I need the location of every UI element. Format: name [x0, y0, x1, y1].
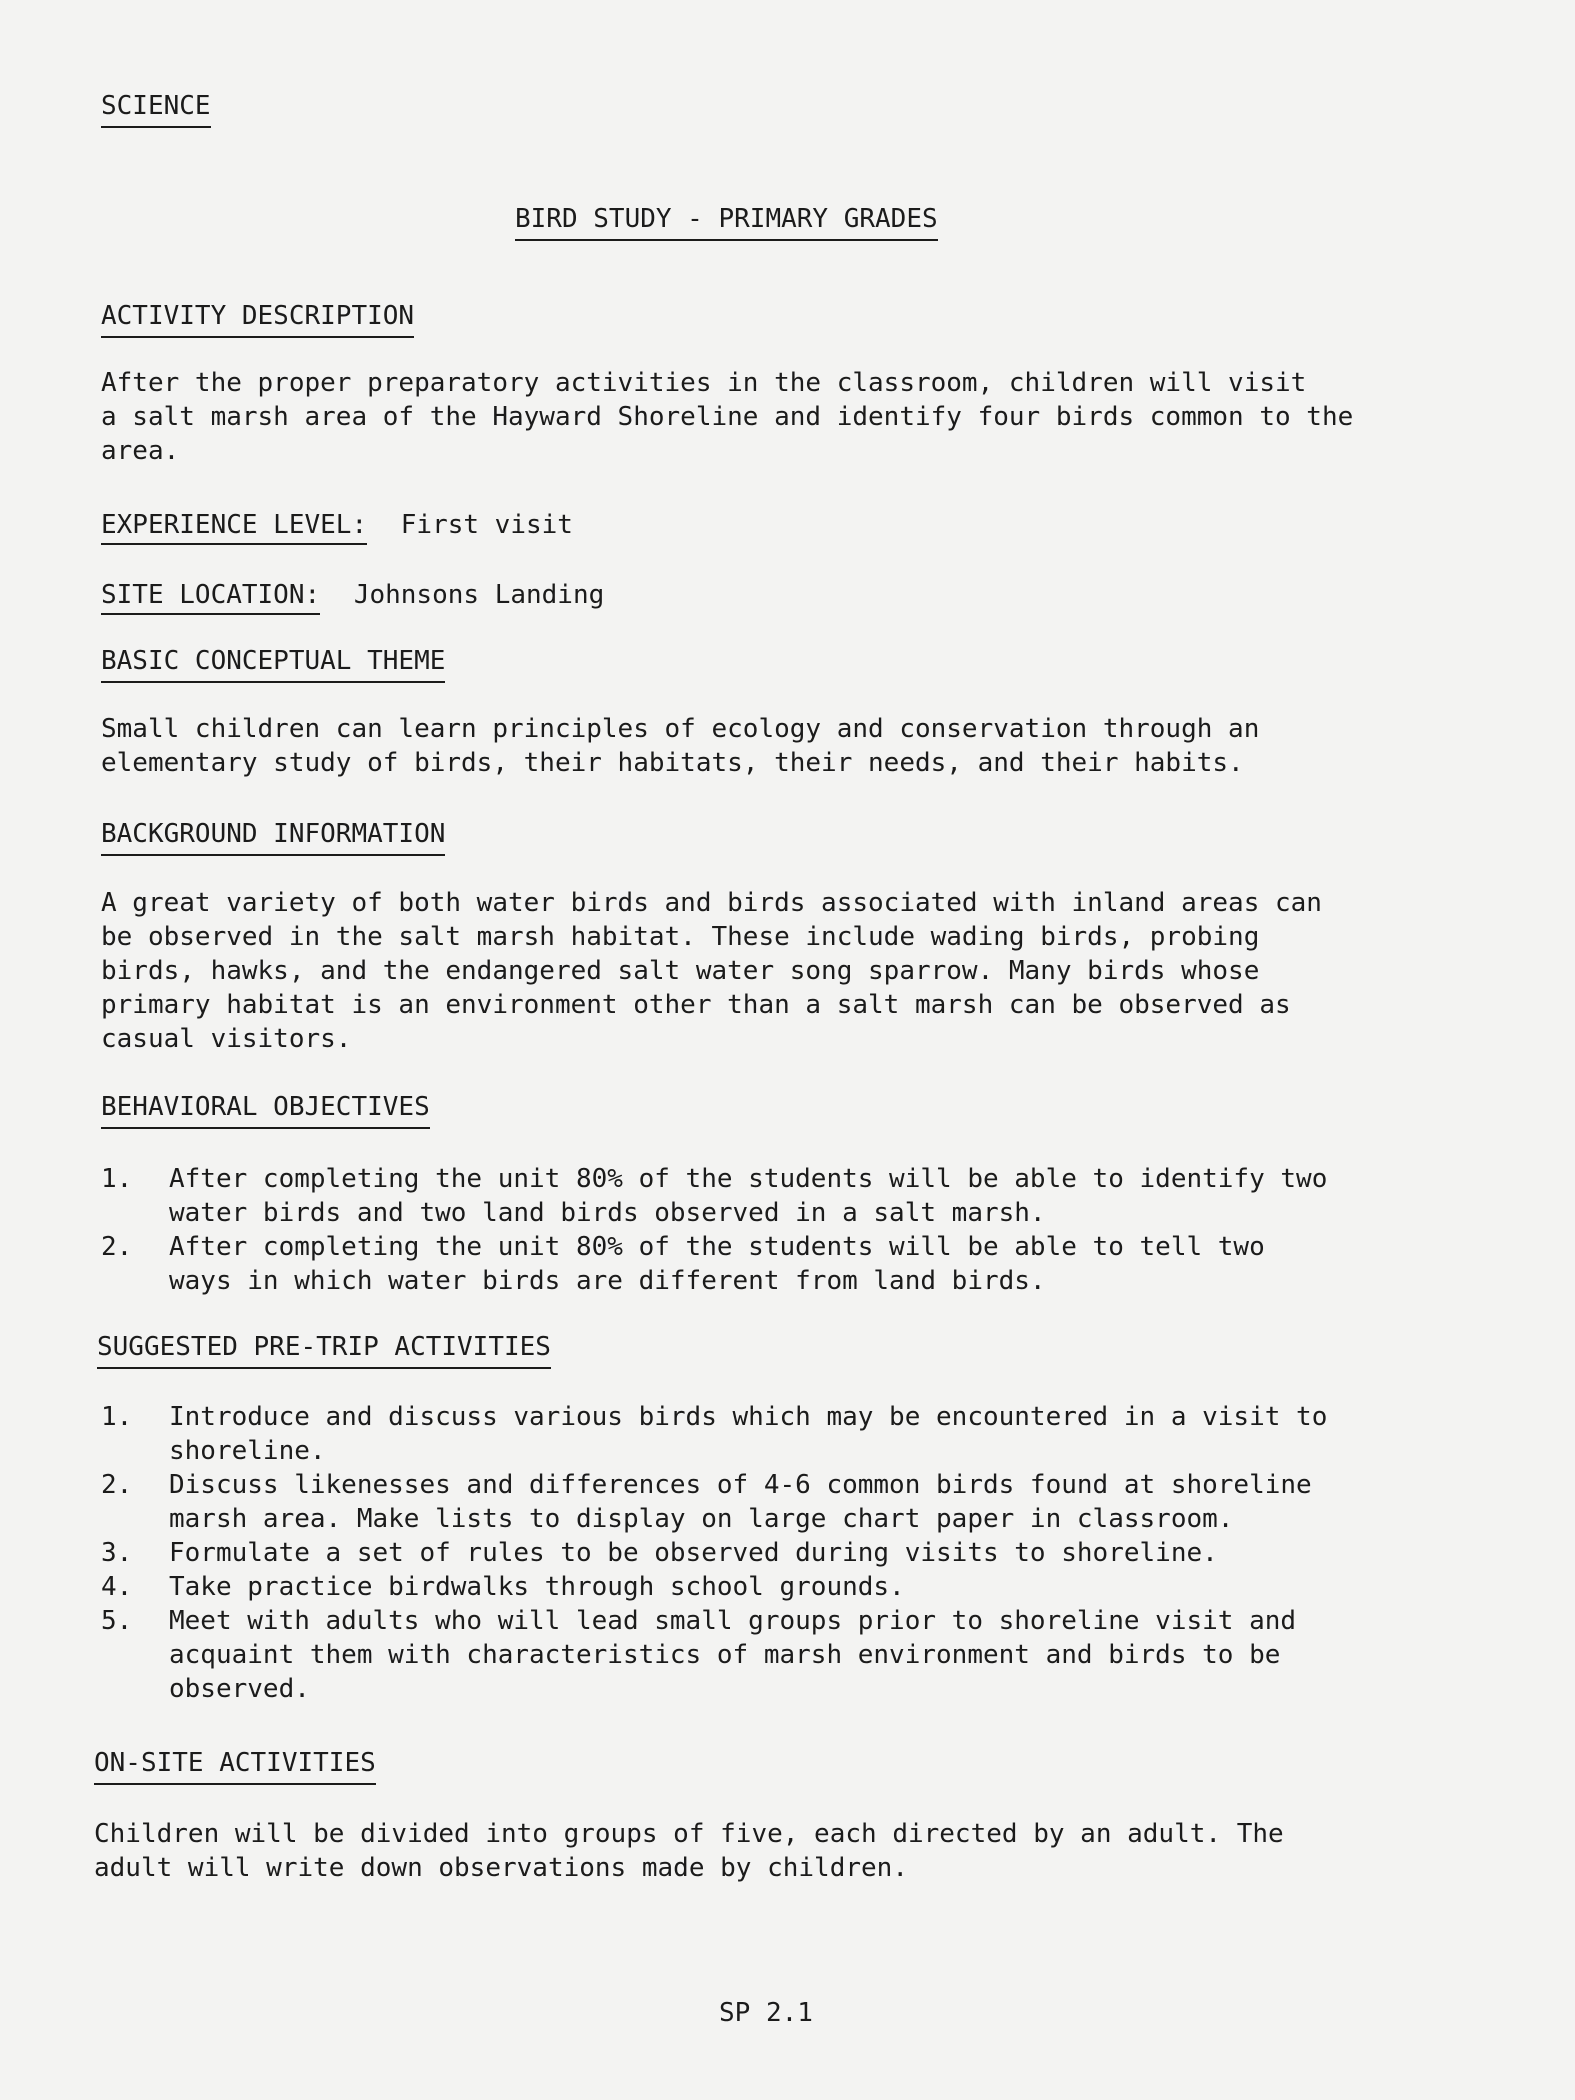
on-site-activities-text [94, 1817, 1284, 1885]
on-site-activities-line: adult will write down observations made by children. [94, 1853, 908, 1883]
list-item-line: Formulate a set of rules to be observed during visits to shoreline. [169, 1538, 1218, 1568]
on-site-activities-heading: ON-SITE ACTIVITIES [94, 1747, 376, 1785]
background-information-text [101, 886, 1322, 1056]
list-item-line: Discuss likenesses and differences of 4-6 common birds found at shoreline [169, 1470, 1312, 1500]
list-item-number: 3. [101, 1538, 133, 1568]
list-item [101, 1468, 1327, 1536]
on-site-activities-line: Children will be divided into groups of five, each directed by an adult. The [94, 1819, 1284, 1849]
list-item [101, 1400, 1327, 1468]
list-item-line: ways in which water birds are different from land birds. [169, 1266, 1046, 1296]
list-item-line: water birds and two land birds observed in a salt marsh. [169, 1198, 1046, 1228]
list-item-line: marsh area. Make lists to display on large chart paper in classroom. [169, 1504, 1234, 1534]
list-item [101, 1570, 1327, 1604]
background-information-heading: BACKGROUND INFORMATION [101, 818, 445, 856]
background-information-line: A great variety of both water birds and birds associated with inland areas can [101, 888, 1322, 918]
list-item [101, 1230, 1327, 1298]
list-item-line: acquaint them with characteristics of marsh environment and birds to be [169, 1640, 1281, 1670]
list-item-line: Introduce and discuss various birds which may be encountered in a visit to [169, 1402, 1328, 1432]
list-item-line: Meet with adults who will lead small groups prior to shoreline visit and [169, 1606, 1297, 1636]
list-item-number: 4. [101, 1572, 133, 1602]
list-item-line: After completing the unit 80% of the students will be able to identify two [169, 1164, 1328, 1194]
list-item-line: Take practice birdwalks through school grounds. [169, 1572, 905, 1602]
list-item [101, 1162, 1327, 1230]
list-item-line: shoreline. [169, 1436, 326, 1466]
conceptual-theme-line: elementary study of birds, their habitats, their needs, and their habits. [101, 748, 1244, 778]
site-location-label: SITE LOCATION: [101, 580, 320, 615]
list-item-number: 2. [101, 1232, 133, 1262]
site-location-row [101, 578, 604, 612]
conceptual-theme-heading: BASIC CONCEPTUAL THEME [101, 645, 445, 683]
background-information-line: primary habitat is an environment other than a salt marsh can be observed as [101, 990, 1291, 1020]
activity-description-heading: ACTIVITY DESCRIPTION [101, 300, 414, 338]
pre-trip-activities-heading: SUGGESTED PRE-TRIP ACTIVITIES [97, 1331, 551, 1369]
pre-trip-activities-list [101, 1400, 1327, 1706]
experience-level-value: First visit [400, 510, 573, 540]
page-code: SP 2.1 [719, 1998, 813, 2028]
experience-level-label: EXPERIENCE LEVEL: [101, 510, 367, 545]
list-item [101, 1536, 1327, 1570]
background-information-line: casual visitors. [101, 1024, 352, 1054]
list-item-line: observed. [169, 1674, 310, 1704]
behavioral-objectives-heading: BEHAVIORAL OBJECTIVES [101, 1091, 430, 1129]
activity-description-line: area. [101, 436, 180, 466]
list-item [101, 1604, 1327, 1706]
experience-level-row [101, 508, 573, 542]
background-information-line: be observed in the salt marsh habitat. These include wading birds, probing [101, 922, 1260, 952]
behavioral-objectives-list [101, 1162, 1327, 1298]
activity-description-line: a salt marsh area of the Hayward Shoreline and identify four birds common to the [101, 402, 1354, 432]
conceptual-theme-line: Small children can learn principles of ecology and conservation through an [101, 714, 1260, 744]
list-item-number: 1. [101, 1164, 133, 1194]
site-location-value: Johnsons Landing [353, 580, 605, 610]
subject-heading: SCIENCE [101, 90, 211, 128]
list-item-number: 5. [101, 1606, 133, 1636]
list-item-number: 1. [101, 1402, 133, 1432]
activity-description-line: After the proper preparatory activities in the classroom, children will visit [101, 368, 1307, 398]
background-information-line: birds, hawks, and the endangered salt water song sparrow. Many birds whose [101, 956, 1260, 986]
conceptual-theme-text [101, 712, 1259, 780]
document-title: BIRD STUDY - PRIMARY GRADES [515, 203, 938, 241]
list-item-number: 2. [101, 1470, 133, 1500]
activity-description-text [101, 366, 1353, 468]
list-item-line: After completing the unit 80% of the students will be able to tell two [169, 1232, 1265, 1262]
